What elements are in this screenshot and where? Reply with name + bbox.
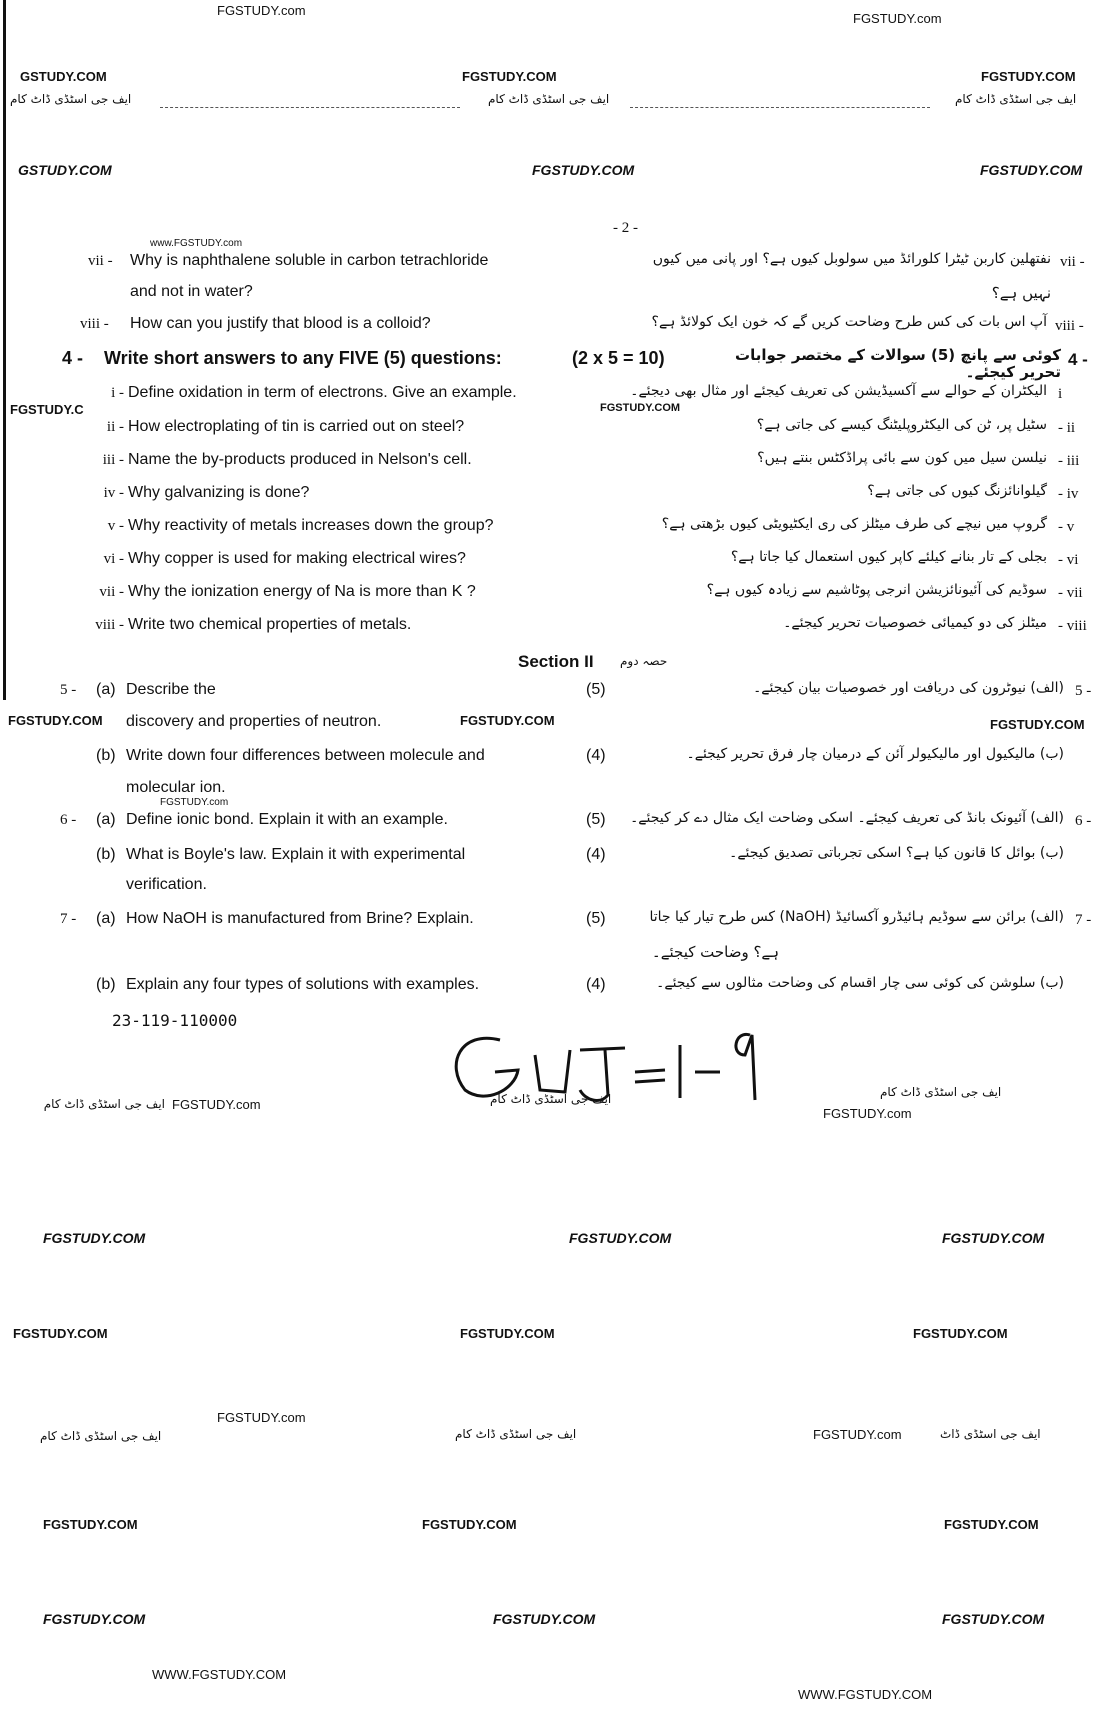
question-number: - vii [1058,585,1083,601]
question-text: How can you justify that blood is a colloid? [130,315,431,332]
question-number: vii - [88,253,113,269]
watermark-urdu: ایف جی اسٹڈی ڈاٹ کام [10,92,132,106]
watermark: WWW.FGSTUDY.COM [152,1667,287,1682]
watermark: FGSTUDY.C [10,402,84,417]
watermark: FGSTUDY.COM [944,1517,1039,1532]
watermark: FGSTUDY.com [823,1106,912,1121]
question-part: (b) [96,976,116,993]
question-urdu: (ب) مالیکیول اور مالیکیولر آئن کے درمیان چار فرق تحریر کیجئے۔ [686,746,1064,762]
watermark: FGSTUDY.COM [460,713,555,728]
question-urdu: میٹلز کی دو کیمیائی خصوصیات تحریر کیجئے۔ [783,615,1047,631]
watermark-urdu: ایف جی اسٹڈی ڈاٹ کام [43,1097,165,1111]
question-number: 5 - [60,682,77,698]
question-text: Explain any four types of solutions with examples. [126,976,480,993]
question-number: 7 - [60,911,77,927]
page-number: - 2 - [613,220,638,236]
question-text: What is Boyle's law. Explain it with experimental [126,846,466,863]
marks: (5) [586,910,606,927]
watermark: FGSTUDY.COM [43,1517,138,1532]
question-number: iii - [102,452,124,468]
question-text: How NaOH is manufactured from Brine? Explain. [126,910,474,927]
watermark-urdu: ایف جی اسٹڈی ڈاٹ کام [40,1429,162,1443]
watermark: FGSTUDY.COM [462,69,557,84]
question-number: i - [111,385,124,401]
watermark: FGSTUDY.COM [43,1230,146,1246]
question-heading: Write short answers to any FIVE (5) questions: [104,348,502,368]
question-text: and not in water? [130,283,253,300]
question-text: Describe the [126,681,216,698]
scan-border [3,0,6,700]
watermark: FGSTUDY.COM [13,1326,108,1341]
question-text: Write down four differences between molecule and [126,747,485,764]
question-number: - ii [1058,420,1076,436]
watermark: FGSTUDY.com [217,1410,306,1425]
watermark: FGSTUDY.com [217,3,306,18]
question-text: Name the by-products produced in Nelson's cell. [128,451,472,468]
question-urdu: آپ اس بات کی کس طرح وضاحت کریں گے کہ خون ایک کولائڈ ہے؟ [651,314,1047,330]
question-part: (a) [96,681,116,698]
question-urdu: سٹیل پر، ٹن کی الیکٹروپلیٹنگ کیسے کی جاتی ہے؟ [756,417,1047,433]
question-number: v - [107,518,124,534]
question-urdu: الیکٹران کے حوالے سے آکسیڈیشن کی تعریف کیجئے اور مثال بھی دیجئے۔ [630,383,1047,399]
watermark: FGSTUDY.COM [981,69,1076,84]
question-text: Why reactivity of metals increases down the group? [128,517,494,534]
watermark: FGSTUDY.COM [980,162,1083,178]
watermark: FGSTUDY.COM [8,713,103,728]
watermark: GSTUDY.COM [18,162,112,178]
question-text: verification. [126,876,207,893]
question-heading-urdu: کوئی سے پانچ (5) سوالات کے مختصر جوابات تحریر کیجئے۔ [735,346,1061,381]
watermark: GSTUDY.COM [20,69,107,84]
question-text: Why galvanizing is done? [128,484,310,501]
question-urdu: (ب) سلوشن کی کوئی سی چار اقسام کی وضاحت مثالوں سے کیجئے۔ [656,975,1064,991]
question-urdu: (الف) نیوٹرون کی دریافت اور خصوصیات بیان کیجئے۔ [753,680,1064,696]
watermark: FGSTUDY.com [813,1427,902,1442]
question-number: 7 - [1075,912,1092,928]
question-urdu: (الف) آئیونک بانڈ کی تعریف کیجئے۔ اسکی وضاحت ایک مثال دے کر کیجئے۔ [630,810,1064,826]
watermark: www.FGSTUDY.com [150,238,243,249]
question-number: vii - [99,584,124,600]
question-number: - iii [1058,453,1080,469]
question-number: iv - [103,485,124,501]
question-text: discovery and properties of neutron. [126,713,382,730]
watermark-urdu: ایف جی اسٹڈی ڈاٹ [940,1427,1041,1441]
question-urdu: نفتھلین کاربن ٹیٹرا کلورائڈ میں سولوبل کیوں ہے؟ اور پانی میں کیوں [652,251,1051,267]
question-number: - v [1058,519,1075,535]
question-text: Write two chemical properties of metals. [128,616,412,633]
question-number: viii - [1055,318,1084,334]
question-number: vii - [1060,254,1085,270]
question-part: (a) [96,811,116,828]
watermark: FGSTUDY.COM [913,1326,1008,1341]
question-number: i [1058,386,1063,402]
watermark: FGSTUDY.COM [43,1611,146,1627]
question-number: - iv [1058,486,1079,502]
watermark: FGSTUDY.com [172,1097,261,1112]
marks: (4) [586,747,606,764]
question-text: How electroplating of tin is carried out on steel? [128,418,465,435]
watermark: FGSTUDY.COM [422,1517,517,1532]
section-title-urdu: حصہ دوم [620,654,668,668]
marks: (5) [586,811,606,828]
question-urdu: (ب) بوائل کا قانون کیا ہے؟ اسکی تجرباتی تصدیق کیجئے۔ [729,845,1064,861]
question-urdu: سوڈیم کی آئیونائزیشن انرجی پوٹاشیم سے زیادہ کیوں ہے؟ [706,582,1047,598]
watermark: FGSTUDY.COM [942,1230,1045,1246]
question-part: (b) [96,846,116,863]
marks: (5) [586,681,606,698]
question-number: 4 - [62,348,84,368]
question-text: molecular ion. [126,779,226,796]
question-number: ii - [106,419,124,435]
question-number: 6 - [1075,813,1092,829]
watermark: FGSTUDY.COM [600,402,681,414]
divider [630,107,930,108]
question-urdu: ہے؟ وضاحت کیجئے۔ [651,943,779,961]
question-urdu: نہیں ہے؟ [991,284,1051,302]
question-text: Define ionic bond. Explain it with an example. [126,811,448,828]
watermark: FGSTUDY.COM [493,1611,596,1627]
marks: (4) [586,846,606,863]
question-number: - viii [1058,618,1087,634]
question-number: vi - [103,551,124,567]
question-urdu: گروپ میں نیچے کی طرف میٹلز کی ری ایکٹیویٹی کیوں بڑھتی ہے؟ [661,516,1047,532]
question-part: (b) [96,747,116,764]
paper-code: 23-119-110000 [112,1011,238,1030]
question-urdu: گیلوانائزنگ کیوں کی جاتی ہے؟ [867,483,1047,499]
watermark: FGSTUDY.COM [990,717,1085,732]
watermark: FGSTUDY.COM [532,162,635,178]
watermark-urdu: ایف جی اسٹڈی ڈاٹ کام [490,1092,612,1106]
watermark-urdu: ایف جی اسٹڈی ڈاٹ کام [488,92,610,106]
question-urdu: بجلی کے تار بنانے کیلئے کاپر کیوں استعمال کیا جاتا ہے؟ [730,549,1047,565]
question-urdu: نیلسن سیل میں کون سے بائی پراڈکٹس بنتے ہیں؟ [757,450,1047,466]
watermark-urdu: ایف جی اسٹڈی ڈاٹ کام [455,1427,577,1441]
watermark: FGSTUDY.COM [569,1230,672,1246]
watermark: FGSTUDY.COM [942,1611,1045,1627]
question-part: (a) [96,910,116,927]
watermark: WWW.FGSTUDY.COM [798,1687,933,1702]
watermark: FGSTUDY.COM [460,1326,555,1341]
watermark: FGSTUDY.com [160,797,229,808]
question-text: Why the ionization energy of Na is more than K ? [128,583,476,600]
question-number: 5 - [1075,683,1092,699]
section-title: Section II [518,652,594,671]
question-text: Define oxidation in term of electrons. Give an example. [128,384,517,401]
watermark-urdu: ایف جی اسٹڈی ڈاٹ کام [955,92,1077,106]
watermark-urdu: ایف جی اسٹڈی ڈاٹ کام [880,1085,1002,1099]
marks: (4) [586,976,606,993]
question-number: 6 - [60,812,77,828]
question-text: Why is naphthalene soluble in carbon tetrachloride [130,252,489,269]
question-text: Why copper is used for making electrical wires? [128,550,466,567]
question-number: viii - [80,316,109,332]
question-number: viii - [95,617,124,633]
divider [160,107,460,108]
question-number: - vi [1058,552,1079,568]
question-urdu: (الف) برائن سے سوڈیم ہائیڈرو آکسائیڈ (NaOH) کس طرح تیار کیا جاتا [649,909,1064,925]
marks: (2 x 5 = 10) [572,348,665,368]
watermark: FGSTUDY.com [853,11,942,26]
question-number: 4 - [1068,350,1088,369]
